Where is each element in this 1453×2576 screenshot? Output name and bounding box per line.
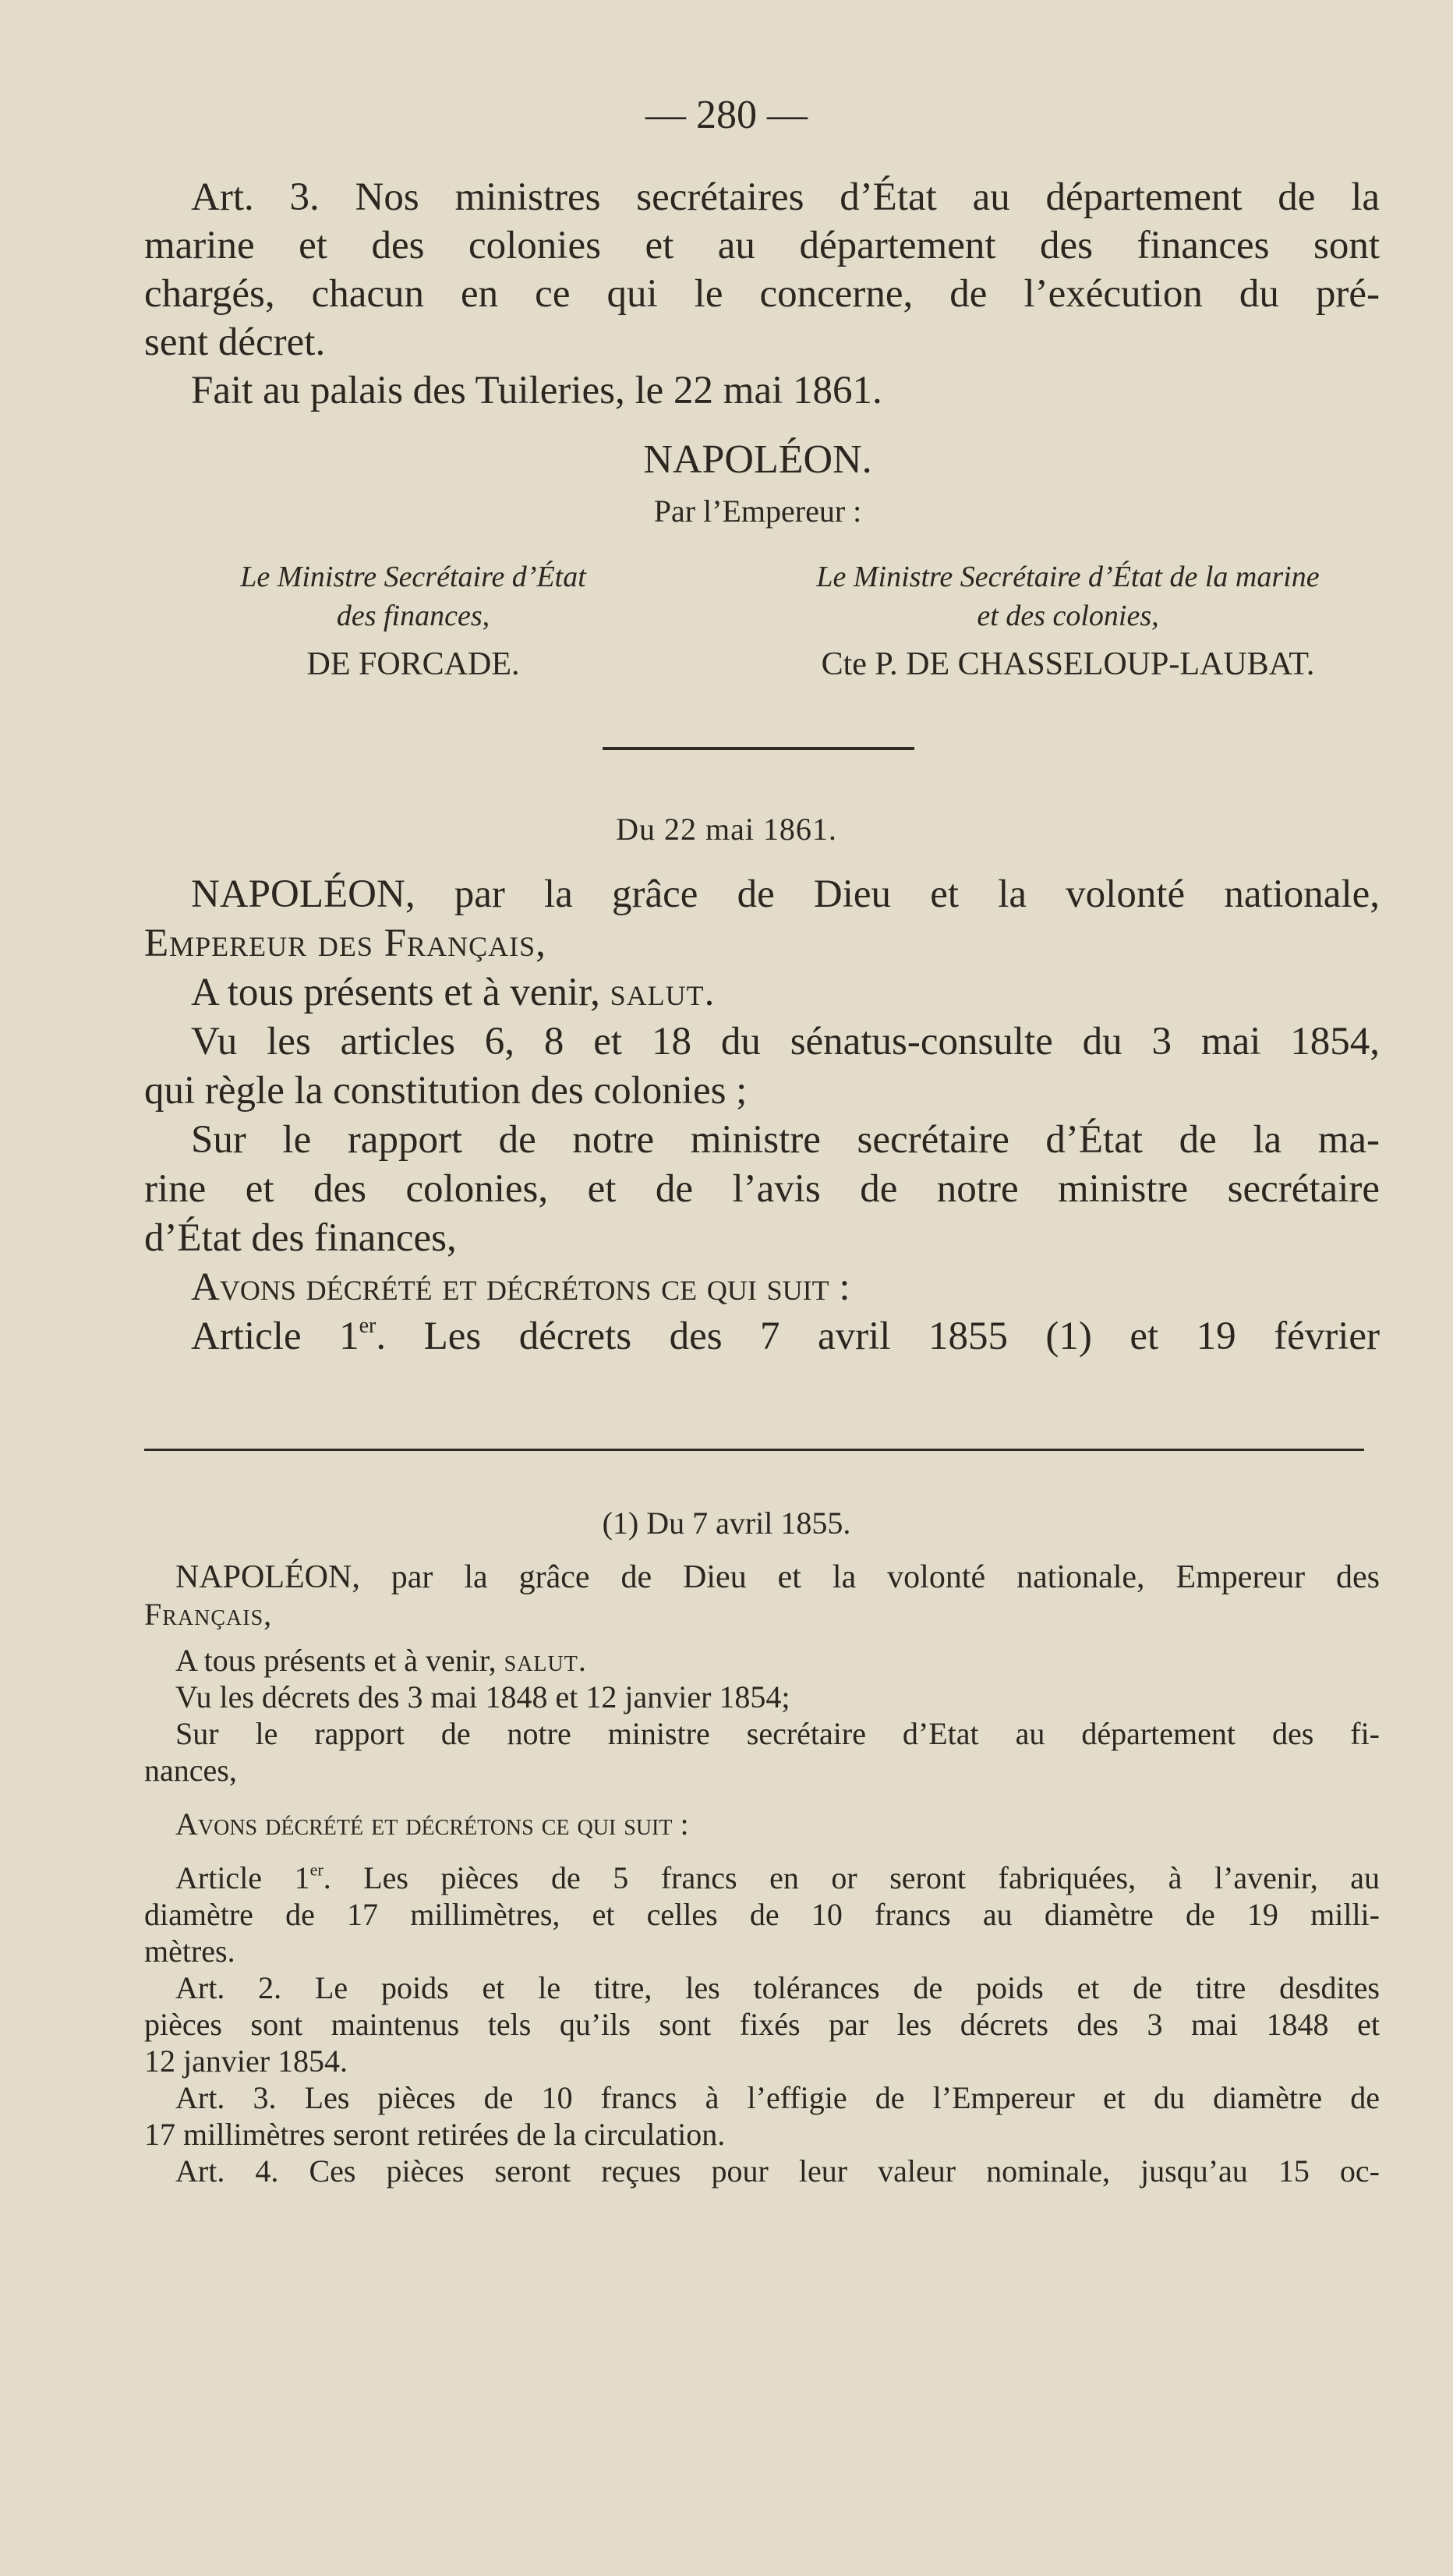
avons-decrete-line: Avons décrété et décrétons ce qui suit : (175, 1806, 689, 1842)
par-empereur: Par l’Empereur : (653, 494, 862, 529)
text-line: Art. 2. Le poids et le titre, les tolérances de poids et de titre desdites (175, 1970, 1380, 2005)
text-line: Vu les articles 6, 8 et 18 du sénatus-consulte du 3 mai 1854, (191, 1020, 1380, 1063)
salut-word: salut. (504, 1643, 587, 1678)
text-line (144, 1312, 1380, 1361)
decree-date: Du 22 mai 1861. (616, 812, 837, 847)
superscript: er (309, 1859, 323, 1880)
text-line (144, 1859, 1380, 1896)
text-line: Empereur des Français, (144, 922, 546, 965)
text-line: marine et des colonies et au département des finances sont (144, 224, 1380, 267)
text-line (144, 968, 1380, 1017)
fait-au-line: Fait au palais des Tuileries, le 22 mai 1861. (191, 369, 882, 412)
text-span: . Les décrets des 7 avril 1855 (1) et 19 février (376, 1315, 1380, 1358)
text-line: nances, (144, 1753, 237, 1788)
text-span: NAPOLÉON, par la grâce de Dieu et la volonté nationale, Empereur des (175, 1559, 1380, 1595)
text-span: A tous présents et à venir, (191, 971, 600, 1014)
text-line: d’État des finances, (144, 1216, 457, 1260)
minister-left-name: DE FORCADE. (306, 646, 520, 682)
text-line: chargés, chacun en ce qui le concerne, de l’exécution du pré- (144, 272, 1380, 316)
footnote-title: (1) Du 7 avril 1855. (602, 1506, 851, 1541)
text-line: diamètre de 17 millimètres, et celles de 10 francs au diamètre de 19 milli- (144, 1897, 1380, 1932)
text-line: rine et des colonies, et de l’avis de notre ministre secrétaire (144, 1167, 1380, 1211)
text-line (144, 1559, 1380, 1596)
avons-decrete-line: Avons décrété et décrétons ce qui suit : (191, 1265, 850, 1309)
text-line: Vu les décrets des 3 mai 1848 et 12 janvier 1854; (175, 1679, 790, 1714)
decree-body (144, 870, 1380, 1361)
footnote-body (144, 1559, 1380, 2189)
superscript: er (359, 1313, 377, 1338)
text-line: NAPOLÉON, par la grâce de Dieu et la volonté nationale, (191, 872, 1380, 916)
text-line: sent décret. (144, 320, 326, 364)
text-span: Article 1 (175, 1860, 310, 1895)
footnote-rule (144, 1449, 1364, 1451)
text-line: Français, (144, 1597, 273, 1632)
text-line: 12 janvier 1854. (144, 2043, 348, 2079)
text-line: Sur le rapport de notre ministre secrétaire d’État de la ma- (191, 1118, 1380, 1162)
salut-word: salut. (610, 971, 716, 1014)
text-line: Art. 3. Les pièces de 10 francs à l’effigie de l’Empereur et du diamètre de (175, 2080, 1380, 2115)
article-3-block (144, 173, 1380, 415)
minister-left-title-line1: Le Ministre Secrétaire d’État (240, 561, 586, 593)
page-number: — 280 — (645, 93, 808, 137)
minister-right-title (756, 557, 1380, 635)
text-span: A tous présents et à venir, (175, 1643, 497, 1678)
text-span: Article 1 (191, 1315, 359, 1358)
text-line: Art. 3. Nos ministres secrétaires d’État au département de la (191, 175, 1380, 219)
text-line: mètres. (144, 1934, 235, 1969)
minister-left-title (140, 557, 686, 635)
text-line: pièces sont maintenus tels qu’ils sont fixés par les décrets des 3 mai 1848 et (144, 2007, 1380, 2042)
minister-left-title-line2: des finances, (336, 600, 490, 632)
minister-right-name: Cte P. DE CHASSELOUP-LAUBAT. (821, 646, 1315, 682)
minister-right-title-line2: et des colonies, (977, 600, 1159, 632)
text-line: Art. 4. Ces pièces seront reçues pour leur valeur nominale, jusqu’au 15 oc- (175, 2153, 1380, 2189)
section-separator (603, 747, 914, 750)
text-line: qui règle la constitution des colonies ; (144, 1069, 748, 1113)
text-span: . Les pièces de 5 francs en or seront fabriquées, à l’avenir, au (323, 1860, 1380, 1895)
text-line (144, 1642, 1380, 1679)
text-line: 17 millimètres seront retirées de la circulation. (144, 2117, 726, 2152)
signature-napoleon: NAPOLÉON. (643, 437, 872, 482)
minister-right-title-line1: Le Ministre Secrétaire d’État de la marine (816, 561, 1320, 593)
text-line: Sur le rapport de notre ministre secrétaire d’Etat au département des fi- (175, 1716, 1380, 1751)
